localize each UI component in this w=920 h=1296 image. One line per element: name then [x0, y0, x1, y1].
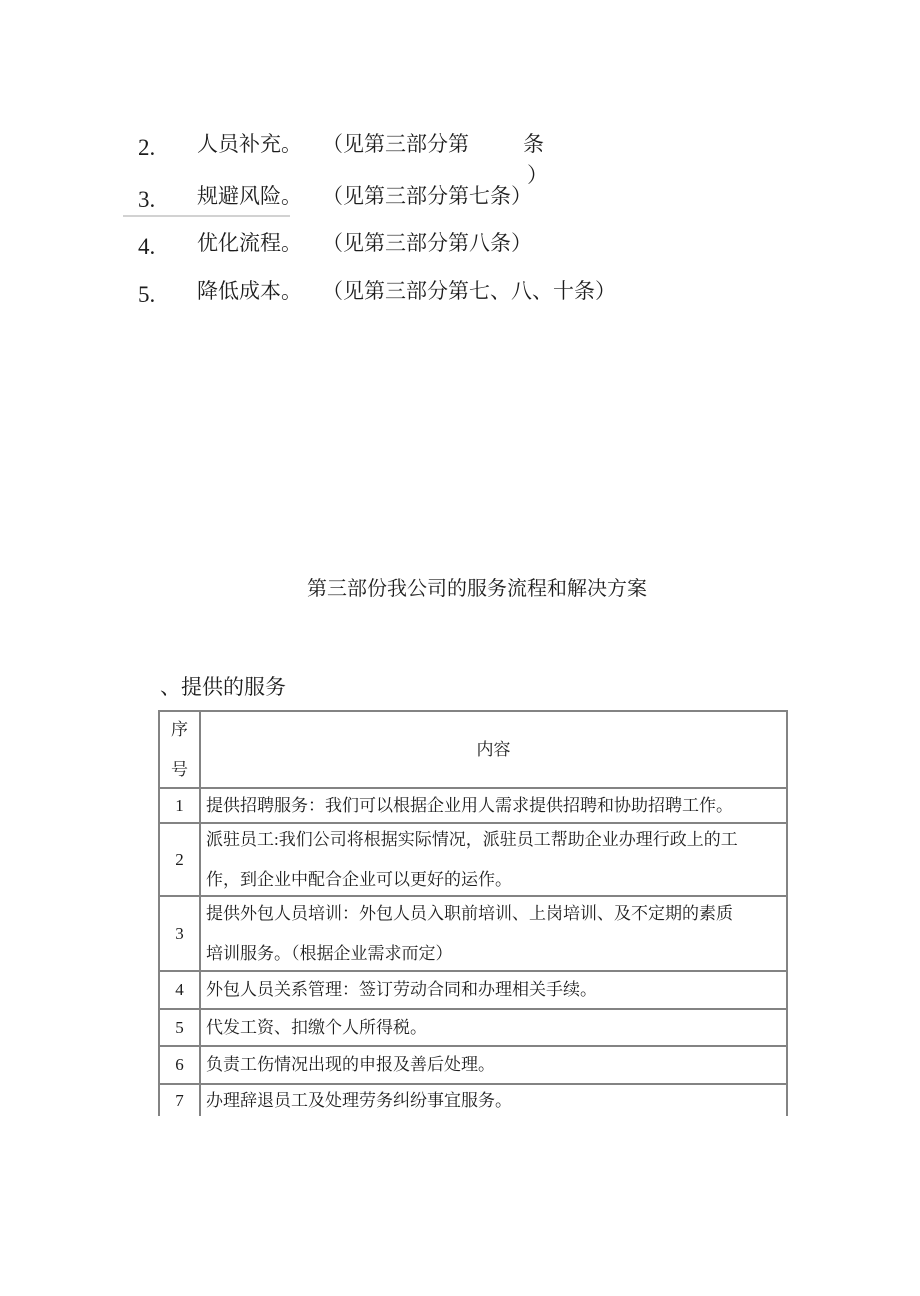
list-item-ref: （见第三部分第七、八、十条）	[322, 279, 616, 303]
section-heading: 第三部份我公司的服务流程和解决方案	[307, 578, 647, 600]
list-item-ref: （见第三部分第七条）	[322, 184, 532, 208]
cell-content	[201, 824, 786, 895]
cell-content	[201, 1085, 786, 1116]
table-row	[160, 1010, 786, 1047]
cell-content	[201, 1010, 786, 1045]
content-line: 办理辞退员工及处理劳务纠纷事宜服务。	[206, 1090, 512, 1110]
header-cell-content	[201, 712, 786, 787]
header-cell-seq	[160, 712, 201, 787]
list-item-label: 降低成本。	[197, 279, 302, 303]
content-line: 代发工资、扣缴个人所得税。	[206, 1017, 427, 1037]
cell-seq-number: 7	[160, 1085, 201, 1116]
table-row	[160, 1047, 786, 1085]
list-item-number: 3.	[138, 187, 156, 212]
cell-seq-number: 2	[160, 824, 201, 895]
table-row	[160, 1085, 786, 1116]
table-row	[160, 824, 786, 897]
list-item-label: 优化流程。	[197, 231, 302, 255]
list-item-number: 5.	[138, 282, 156, 307]
content-line: 提供招聘服务：我们可以根据企业用人需求提供招聘和协助招聘工作。	[206, 795, 733, 815]
numbered-list-item	[0, 133, 920, 159]
cell-seq-number: 1	[160, 789, 201, 822]
content-line: 负责工伤情况出现的申报及善后处理。	[206, 1055, 495, 1074]
cell-content	[201, 1047, 786, 1083]
cell-content	[201, 789, 786, 822]
cell-content	[201, 897, 786, 970]
numbered-list-item	[0, 232, 920, 258]
content-line: 提供外包人员培训：外包人员入职前培训、上岗培训、及不定期的素质	[206, 903, 733, 923]
cell-seq-number: 4	[160, 972, 201, 1008]
content-line: 派驻员工:我们公司将根据实际情况，派驻员工帮助企业办理行政上的工	[206, 829, 738, 849]
divider-line	[123, 215, 290, 217]
header-content-label: 内容	[476, 739, 511, 759]
list-item-ref: （见第三部分第	[322, 132, 469, 156]
list-item-label: 人员补充。	[197, 132, 302, 156]
list-item-ref-close: ）	[527, 163, 548, 187]
numbered-list-item	[0, 185, 920, 211]
list-item-number: 4.	[138, 234, 156, 259]
cell-seq-number: 6	[160, 1047, 201, 1083]
table-header-row	[160, 712, 786, 789]
services-table	[158, 710, 788, 1116]
table-row	[160, 972, 786, 1010]
cell-seq-number: 3	[160, 897, 201, 970]
table-row	[160, 897, 786, 972]
subsection-heading: 、提供的服务	[160, 675, 286, 699]
content-line: 作，到企业中配合企业可以更好的运作。	[206, 869, 512, 889]
list-item-ref-tail: 条	[523, 132, 544, 156]
header-seq-label: 序号	[171, 719, 188, 779]
cell-content	[201, 972, 786, 1008]
content-line: 外包人员关系管理：签订劳动合同和办理相关手续。	[206, 980, 597, 999]
cell-seq-number: 5	[160, 1010, 201, 1045]
content-line: 培训服务。（根据企业需求而定）	[206, 943, 453, 963]
numbered-list-item	[0, 280, 920, 306]
list-item-ref: （见第三部分第八条）	[322, 231, 532, 255]
list-item-label: 规避风险。	[197, 184, 302, 208]
list-item-number: 2.	[138, 135, 156, 160]
